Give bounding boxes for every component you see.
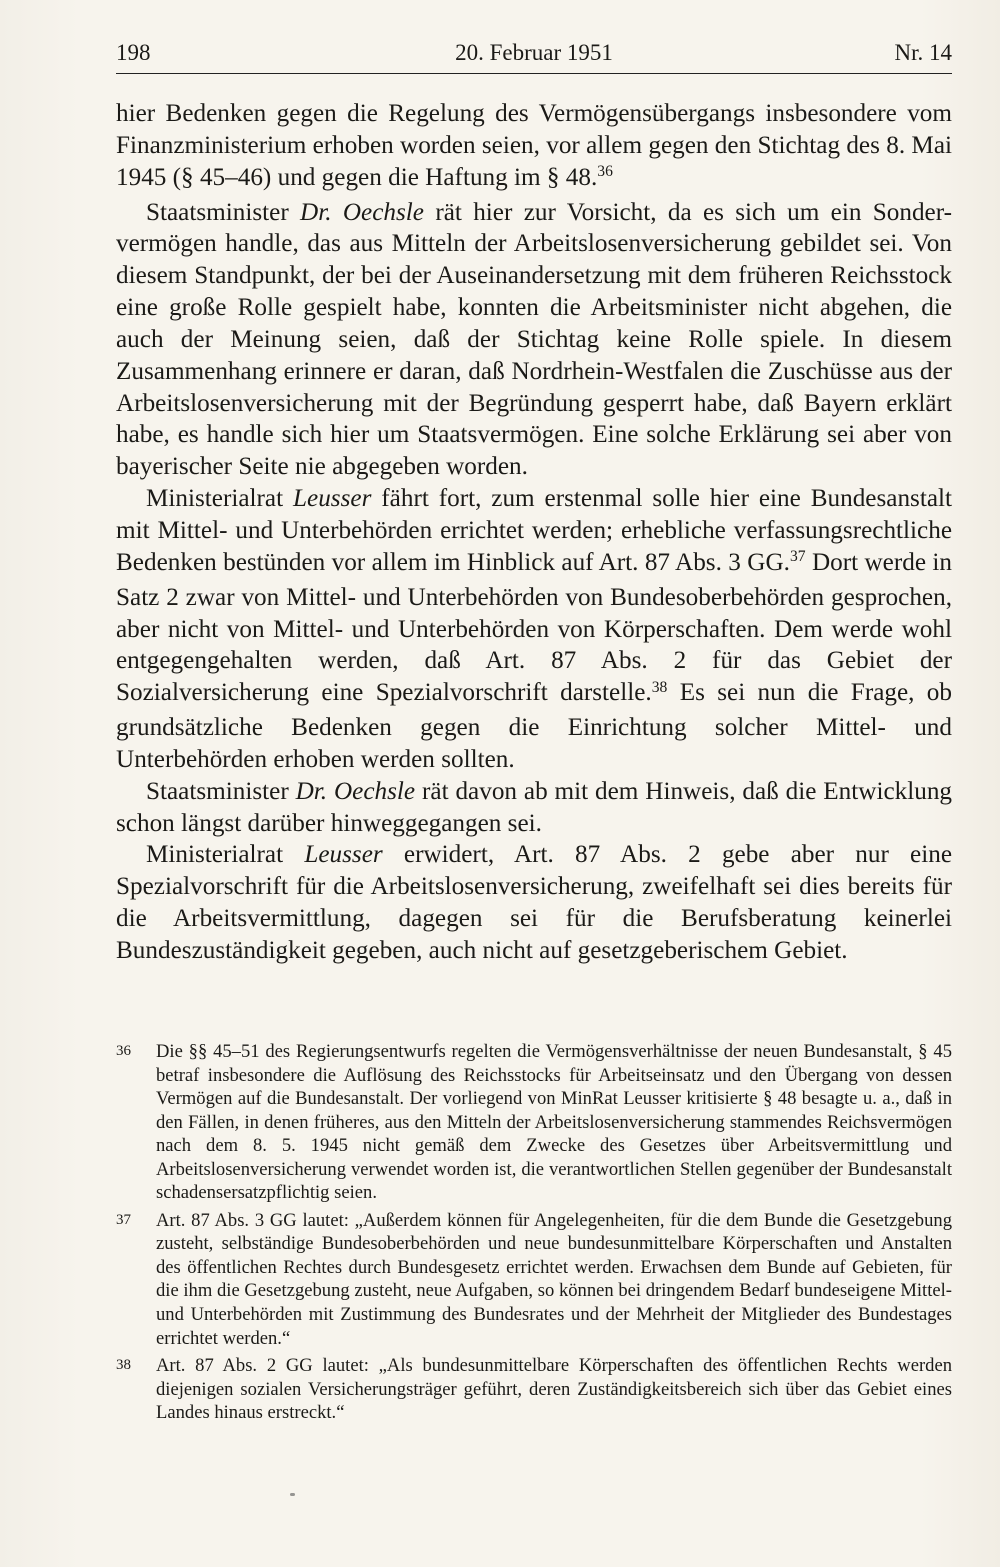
paragraph-2 <box>116 197 952 484</box>
speaker-role: Ministerialrat <box>146 485 284 513</box>
paragraph-5 <box>116 839 952 966</box>
footnote-number: 38 <box>116 1357 131 1374</box>
footnote-ref-36[interactable]: 36 <box>597 163 613 181</box>
header-date: 20. Februar 1951 <box>455 40 613 65</box>
page-number: 198 <box>116 40 151 65</box>
speaker-role: Ministerialrat <box>146 841 284 869</box>
footnote-text: Die §§ 45–51 des Regierungsentwurfs regelten die Vermögensverhältnisse der neuen Bundesanstalt, § 45 betraf insbesondere die Auflösung des Reichsstocks für Arbeitseinsatz und den Übergang von dessen Vermögen auf die Bundesanstalt. Der vorliegend von MinRat Leusser kritisierte § 48 besagte u. a., daß in den Fällen, in denen früheres, aus den Mitteln der Arbeitslosenversicherung stammendes Reichsvermögen nach dem 8. 5. 1945 nicht gemäß dem Zwecke des Gesetzes über Arbeitsvermittlung und Arbeitslosenversicherung verwendet worden ist, die verantwortlichen Stellen gegenüber der Bundesanstalt schadensersatzpflichtig seien. <box>156 1041 952 1204</box>
footnotes <box>116 1040 952 1429</box>
paragraph-1 <box>116 98 952 197</box>
paragraph-text: hier Bedenken gegen die Regelung des Vermögensübergangs insbesondere vom Finanzministerium erhoben worden seien, vor allem gegen den Stichtag des 8. Mai 1945 (§ 45–46) und gegen die Haftung im § 48. <box>116 100 952 191</box>
speaker-role: Staatsminister <box>146 198 289 226</box>
header-rule <box>116 73 952 74</box>
page-header <box>116 40 952 74</box>
footnote-ref-38[interactable]: 38 <box>651 678 668 696</box>
body-text <box>116 98 952 967</box>
issue-number: Nr. 14 <box>894 40 952 65</box>
footnote-number: 37 <box>116 1211 131 1228</box>
speaker-name: Leusser <box>304 841 383 869</box>
paragraph-text: rät davon ab mit dem Hinweis, daß die Entwicklung schon längst darüber hinweggegangen sei. <box>116 777 953 837</box>
paragraph-4 <box>116 776 952 840</box>
scan-speck <box>290 1493 295 1496</box>
paragraph-text: Dort werde in Satz 2 zwar von Mittel- und Unterbehörden von Bundesoberbehörden gesprochen, aber nicht von Mittel- und Unterbehörden von Körperschaften. Dem werde wohl entgegengehalten werden, daß Art. 87 Abs. 2 für das Gebiet der Sozialversicherung eine Spezialvorschrift darstelle. <box>116 548 953 707</box>
paragraph-text: rät hier zur Vorsicht, da es sich um ein Sonder-vermögen handle, das aus Mitteln der Arbeitslosenversicherung gebildet sei. Von diesem Standpunkt, der bei der Auseinandersetzung mit dem früheren Reichsstock eine große Rolle gespielt habe, konnten die Arbeitsminister nicht abgehen, die auch der Meinung seien, daß der Stichtag keine Rolle spiele. In diesem Zusammenhang erinnere er daran, daß Nordrhein-Westfalen die Zuschüsse aus der Arbeitslosenversicherung mit der Begründung gesperrt habe, daß Bayern erklärt habe, es handle sich hier um Staatsvermögen. Eine solche Erklärung sei aber von bayerischer Seite nie abgegeben worden. <box>116 198 953 481</box>
paragraph-text: Es sei nun die Frage, ob grundsätzliche Bedenken gegen die Einrichtung solcher Mittel- und Unterbehörden erhoben werden sollten. <box>116 679 952 773</box>
paragraph-3 <box>116 483 952 776</box>
footnote-text: Art. 87 Abs. 2 GG lautet: „Als bundesunmittelbare Körperschaften des öffentlichen Rechts werden diejenigen sozialen Versicherungsträger geführt, deren Zuständigkeitsbereich sich über das Gebiet eines Landes hinaus erstreckt.“ <box>156 1355 952 1424</box>
paragraph-text: erwidert, Art. 87 Abs. 2 gebe aber nur eine Spezialvorschrift für die Arbeitslosenversicherung, zweifelhaft sei dies bereits für die Arbeitsvermittlung, dagegen sei für die Berufsberatung keinerlei Bundeszuständigkeit gegeben, auch nicht auf gesetzgeberischem Gebiet. <box>116 841 952 964</box>
speaker-name: Leusser <box>293 485 372 513</box>
footnote-38 <box>116 1354 952 1425</box>
footnote-37 <box>116 1209 952 1350</box>
speaker-role: Staatsminister <box>146 777 289 805</box>
footnote-36 <box>116 1040 952 1205</box>
footnote-text: Art. 87 Abs. 3 GG lautet: „Außerdem können für Angelegenheiten, für die dem Bunde die Gesetzgebung zusteht, selbständige Bundesoberbehörden und neue bundesunmittelbare Körperschaften und Anstalten des öffentlichen Rechtes durch Bundesgesetz errichtet werden. Erwachsen dem Bunde auf Gebieten, für die ihm die Gesetzgebung zusteht, neue Aufgaben, so können bei dringendem Bedarf bundeseigene Mittel- und Unterbehörden mit Zustimmung des Bundesrates und der Mehrheit der Mitglieder des Bundestages errichtet werden.“ <box>156 1209 952 1349</box>
footnote-ref-37[interactable]: 37 <box>789 548 806 566</box>
speaker-name: Dr. Oechsle <box>295 777 416 805</box>
paragraph-text: fährt fort, zum erstenmal solle hier eine Bundesanstalt mit Mittel- und Unterbehörden errichtet werden; erhebliche verfassungsrechtliche Bedenken bestünden vor allem im Hinblick auf Art. 87 Abs. 3 GG. <box>116 485 953 576</box>
footnote-number: 36 <box>116 1043 131 1059</box>
speaker-name: Dr. Oechsle <box>300 198 424 226</box>
